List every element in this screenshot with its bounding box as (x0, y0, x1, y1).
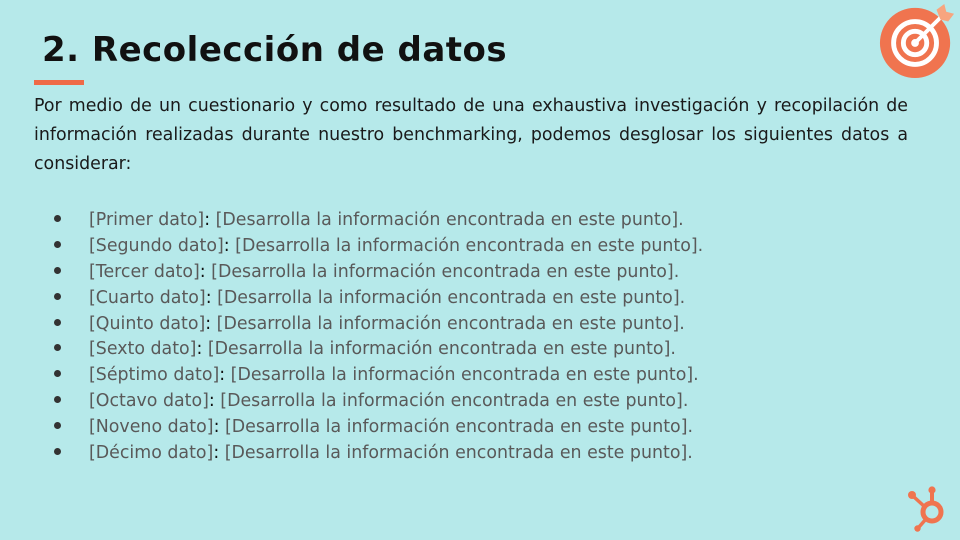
bullet-icon (54, 215, 61, 222)
bullet-icon (54, 448, 61, 455)
bullet-icon (54, 422, 61, 429)
item-text: [Desarrolla la información encontrada en este punto]. (202, 339, 676, 360)
item-separator: : (208, 391, 215, 412)
item-label: [Segundo dato] (89, 235, 224, 256)
intro-paragraph: Por medio de un cuestionario y como resultado de una exhaustiva investigación y recopilación de información realizadas durante nuestro benchmarking, podemos desglosar los siguientes datos a considerar: (34, 96, 908, 174)
item-label: [Primer dato] (89, 210, 205, 230)
list-item (54, 260, 703, 286)
list-item (54, 441, 703, 467)
item-text: [Desarrolla la información encontrada en este punto]. (225, 365, 699, 386)
item-text: [Desarrolla la información encontrada en este punto]. (211, 287, 686, 308)
item-label: [Quinto dato] (89, 313, 206, 334)
bullet-icon (54, 267, 61, 274)
item-separator: : (223, 235, 230, 256)
item-label: [Séptimo dato] (89, 365, 220, 386)
item-text: [Desarrolla la información encontrada en este punto]. (211, 313, 685, 334)
list-item (54, 234, 703, 260)
item-text: [Desarrolla la información encontrada en este punto]. (210, 210, 684, 230)
item-separator: : (199, 261, 206, 282)
item-label: [Cuarto dato] (89, 287, 206, 308)
bullet-icon (54, 319, 61, 326)
item-text: [Desarrolla la información encontrada en este punto]. (214, 391, 689, 412)
list-item (54, 363, 703, 389)
item-separator: : (213, 417, 220, 438)
list-item (54, 415, 703, 441)
bullet-icon (54, 344, 61, 351)
item-separator: : (213, 443, 220, 464)
list-item (54, 389, 703, 415)
title-underline (34, 80, 84, 85)
item-text: [Desarrolla la información encontrada en este punto]. (205, 261, 680, 282)
item-label: [Tercer dato] (89, 261, 200, 282)
item-separator: : (219, 365, 226, 386)
item-label: [Octavo dato] (89, 391, 209, 412)
page-title: 2. Recolección de datos (42, 30, 508, 70)
item-separator: : (205, 313, 212, 334)
bullet-icon (54, 293, 61, 300)
item-separator: : (196, 339, 203, 360)
list-item (54, 286, 703, 312)
list-item (54, 208, 703, 234)
item-text: [Desarrolla la información encontrada en este punto]. (219, 443, 693, 464)
item-label: [Décimo dato] (89, 443, 214, 464)
item-label: [Sexto dato] (89, 339, 197, 360)
data-list (54, 208, 703, 467)
item-label: [Noveno dato] (89, 417, 214, 438)
item-text: [Desarrolla la información encontrada en este punto]. (229, 235, 704, 256)
item-separator: : (205, 287, 212, 308)
list-item (54, 312, 703, 338)
target-icon (878, 2, 956, 80)
bullet-icon (54, 396, 61, 403)
list-item (54, 337, 703, 363)
item-separator: : (204, 210, 211, 230)
bullet-icon (54, 370, 61, 377)
hubspot-logo-icon (902, 482, 954, 534)
bullet-icon (54, 241, 61, 248)
item-text: [Desarrolla la información encontrada en este punto]. (219, 417, 694, 438)
